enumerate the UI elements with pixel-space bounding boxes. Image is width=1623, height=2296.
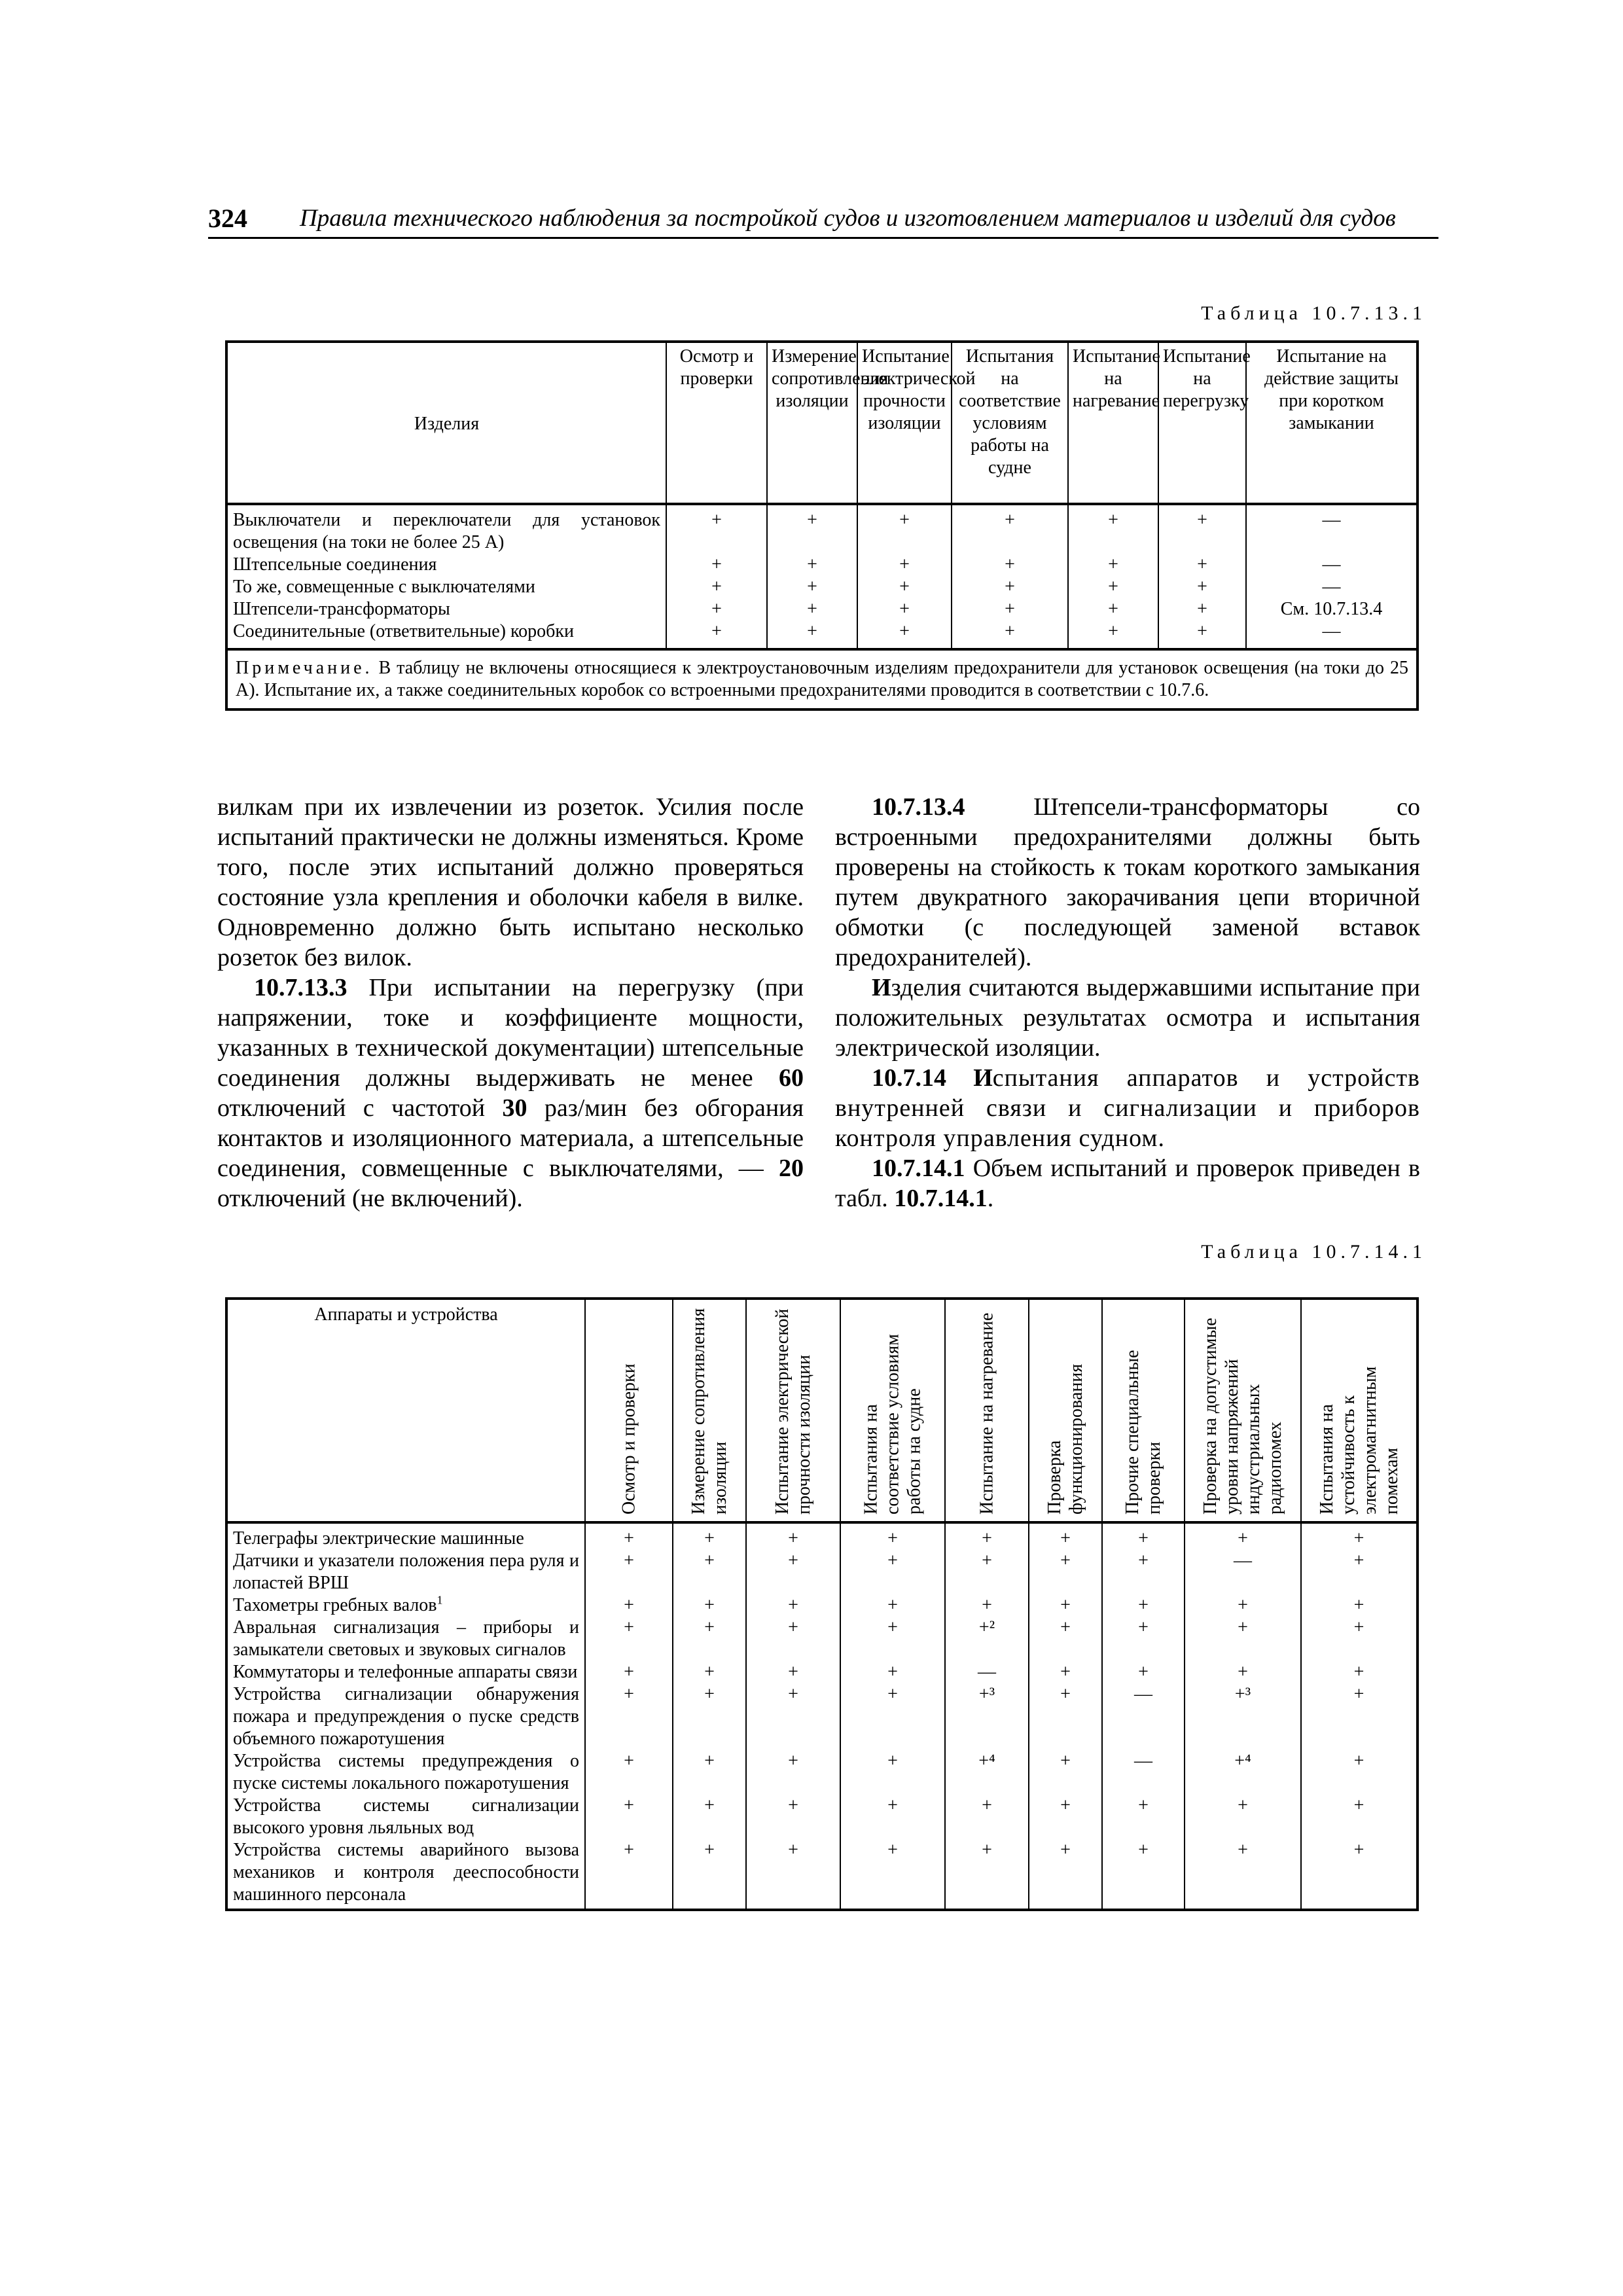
table-row (226, 504, 1418, 554)
table-row (226, 1550, 1418, 1594)
row-item-name: Устройства системы предупреждения о пуске системы локального пожаротушения (226, 1750, 585, 1795)
table-cell: + (746, 1594, 840, 1617)
table-cell: + (1301, 1839, 1418, 1910)
table-cell: + (840, 1750, 945, 1795)
col-header: Измерение сопротивления изоляции (767, 342, 857, 504)
table-row (226, 620, 1418, 649)
table-cell: + (1301, 1661, 1418, 1683)
row-item-name: Устройства сигнализации обнаружения пожара и предупреждения о пуске средств объемного пожаротушения (226, 1683, 585, 1750)
row-item-name: Телеграфы электрические машинные (226, 1522, 585, 1550)
table-cell: + (1301, 1795, 1418, 1839)
table-cell: +² (945, 1617, 1029, 1661)
row-item-name: Штепсельные соединения (226, 554, 666, 576)
table-cell: + (1301, 1522, 1418, 1550)
table-cell: + (1301, 1550, 1418, 1594)
table-cell: + (1029, 1522, 1102, 1550)
table-cell: + (1102, 1550, 1185, 1594)
col-header: Прочие специальные проверки (1102, 1299, 1185, 1522)
table-cell: +³ (1185, 1683, 1301, 1750)
table-cell: + (1102, 1522, 1185, 1550)
paragraph-10-7-13-4: 10.7.13.4 Штепсели-трансформаторы со встроенными предохранителями должны быть проверены на стойкость к токам короткого замыкания путем двукратного закорачивания цепи вторичной обмотки (с последующей заменой вставок предохранителей). (835, 793, 1420, 971)
table-cell: + (945, 1594, 1029, 1617)
table-cell: + (767, 554, 857, 576)
table-cell: +⁴ (945, 1750, 1029, 1795)
table-cell: + (1158, 620, 1246, 649)
table-row (226, 598, 1418, 620)
table-header-row (226, 1299, 1418, 1522)
row-item-name: Выключатели и переключатели для установок освещения (на токи не более 25 А) (226, 504, 666, 554)
row-item-name: Устройства системы аварийного вызова механиков и контроля дееспособности машинного персонала (226, 1839, 585, 1910)
col-header: Испытания на устойчивость к электромагнитным помехам (1301, 1299, 1418, 1522)
table-10-7-13-1 (225, 340, 1419, 711)
table-cell: — (1246, 576, 1418, 598)
table-cell: + (857, 554, 952, 576)
table-cell: + (1158, 554, 1246, 576)
col-header: Проверка функционирования (1029, 1299, 1102, 1522)
col-header: Осмотр и проверки (666, 342, 767, 504)
table-cell: + (1068, 504, 1158, 554)
left-text-column (217, 792, 804, 1213)
table-cell: См. 10.7.13.4 (1246, 598, 1418, 620)
table-cell: + (666, 620, 767, 649)
table-cell: + (1068, 554, 1158, 576)
table-row (226, 1750, 1418, 1795)
table-cell: + (1158, 504, 1246, 554)
row-item-name: То же, совмещенные с выключателями (226, 576, 666, 598)
table-cell: + (746, 1683, 840, 1750)
table-cell: + (1185, 1594, 1301, 1617)
table-cell: + (666, 554, 767, 576)
table-cell: + (585, 1522, 673, 1550)
table-cell: + (673, 1750, 746, 1795)
table-cell: + (1029, 1750, 1102, 1795)
table-cell: +³ (945, 1683, 1029, 1750)
table-cell: + (952, 576, 1068, 598)
table-cell: + (1102, 1661, 1185, 1683)
table-cell: + (767, 598, 857, 620)
table-cell: + (840, 1839, 945, 1910)
table-cell: + (1102, 1617, 1185, 1661)
table-cell: + (673, 1795, 746, 1839)
table-cell: + (746, 1839, 840, 1910)
row-item-name: Тахометры гребных валов$^1$ (226, 1594, 585, 1617)
col-header: Испытание на нагревание (945, 1299, 1029, 1522)
table-cell: + (1068, 620, 1158, 649)
table-cell: + (840, 1550, 945, 1594)
row-item-name: Устройства системы сигнализации высокого уровня льяльных вод (226, 1795, 585, 1839)
table-cell: + (673, 1839, 746, 1910)
table-row (226, 1617, 1418, 1661)
table-cell: + (945, 1522, 1029, 1550)
table-cell: + (746, 1550, 840, 1594)
table-cell: + (585, 1683, 673, 1750)
running-title: Правила технического наблюдения за постройкой судов и изготовлением материалов и изделий для судов (300, 205, 1396, 232)
table-cell: + (857, 598, 952, 620)
paragraph: вилкам при их извлечении из розеток. Усилия после испытаний практически не должны изменяться. Кроме того, после этих испытаний должно проверяться состояние узла крепления и оболочки кабеля в вилке. Одновременно должно быть испытано несколько розеток без вилок. (217, 793, 804, 971)
table-cell: + (1029, 1617, 1102, 1661)
table-cell: + (673, 1550, 746, 1594)
page-number: 324 (208, 204, 247, 233)
table-cell: + (585, 1661, 673, 1683)
table-cell: + (857, 620, 952, 649)
row-item-name: Датчики и указатели положения пера руля и лопастей ВРШ (226, 1550, 585, 1594)
table-cell: + (585, 1617, 673, 1661)
col-header: Испытания на соответствие условиям работы на судне (840, 1299, 945, 1522)
table-caption-2: Таблица 10.7.14.1 (1201, 1241, 1427, 1263)
col-header: Осмотр и проверки (585, 1299, 673, 1522)
table-cell: + (767, 576, 857, 598)
col-header: Аппараты и устройства (226, 1299, 585, 1522)
table-cell: + (673, 1661, 746, 1683)
table-row (226, 1661, 1418, 1683)
table-cell: + (1185, 1522, 1301, 1550)
table-cell: — (1246, 504, 1418, 554)
table-cell: + (1158, 598, 1246, 620)
table-cell: + (666, 576, 767, 598)
row-item-name: Коммутаторы и телефонные аппараты связи (226, 1661, 585, 1683)
col-header: Испытание на перегрузку (1158, 342, 1246, 504)
paragraph-10-7-13-3: 10.7.13.3 При испытании на перегрузку (при напряжении, токе и коэффициенте мощности, указанных в технической документации) штепсельные соединения должны выдерживать не менее 60 отключений с частотой 30 раз/мин без обгорания контактов и изоляционного материала, а штепсельные соединения, совмещенные с выключателями, — 20 отключений (не включений). (217, 974, 804, 1212)
table-cell: + (1029, 1683, 1102, 1750)
table-cell: + (1029, 1839, 1102, 1910)
col-header: Измерение сопротивления изоляции (673, 1299, 746, 1522)
table-cell: — (945, 1661, 1029, 1683)
table-cell: — (1185, 1550, 1301, 1594)
right-text-column (835, 792, 1420, 1213)
col-header: Испытания на соответствие условиям работы на судне (952, 342, 1068, 504)
table-cell: + (1301, 1750, 1418, 1795)
table-cell: — (1102, 1750, 1185, 1795)
table-cell: + (1185, 1839, 1301, 1910)
row-item-name: Авральная сигнализация – приборы и замыкатели световых и звуковых сигналов (226, 1617, 585, 1661)
table-cell: + (1185, 1661, 1301, 1683)
table-row (226, 1522, 1418, 1550)
table-cell: — (1102, 1683, 1185, 1750)
table-note (226, 649, 1418, 709)
table-cell: + (1102, 1795, 1185, 1839)
table-cell: + (1301, 1594, 1418, 1617)
footnote-marker: 1 (437, 1593, 443, 1607)
table-cell: + (585, 1550, 673, 1594)
page-header (208, 200, 1438, 239)
table-cell: + (673, 1617, 746, 1661)
table-row (226, 1683, 1418, 1750)
table-header-row (226, 342, 1418, 504)
table-cell: + (1068, 576, 1158, 598)
table-cell: + (1029, 1594, 1102, 1617)
table-cell: + (746, 1795, 840, 1839)
table-row (226, 554, 1418, 576)
paragraph-10-7-14: 10.7.14 Испытания аппаратов и устройств внутренней связи и сигнализации и приборов контроля управления судном. (835, 1064, 1420, 1152)
table-cell: + (767, 620, 857, 649)
table-note-row (226, 649, 1418, 709)
table-cell: + (746, 1617, 840, 1661)
table-row (226, 1839, 1418, 1910)
table-cell: + (1301, 1617, 1418, 1661)
table-cell: + (585, 1750, 673, 1795)
table-cell: + (746, 1661, 840, 1683)
table-cell: + (840, 1661, 945, 1683)
table-cell: + (945, 1795, 1029, 1839)
col-header: Испытание на действие защиты при коротком замыкании (1246, 342, 1418, 504)
table-cell: + (945, 1839, 1029, 1910)
col-header: Испытание на нагревание (1068, 342, 1158, 504)
table-cell: +⁴ (1185, 1750, 1301, 1795)
table-cell: + (840, 1522, 945, 1550)
table-cell: + (746, 1750, 840, 1795)
table-cell: + (1185, 1795, 1301, 1839)
table-cell: + (585, 1795, 673, 1839)
table-cell: + (666, 598, 767, 620)
table-cell: + (673, 1683, 746, 1750)
table-cell: + (840, 1795, 945, 1839)
col-header: Испытание электрической прочности изоляции (746, 1299, 840, 1522)
table-10-7-14-1 (225, 1297, 1419, 1911)
table-cell: — (1246, 554, 1418, 576)
table-cell: + (1102, 1839, 1185, 1910)
table-cell: + (1029, 1795, 1102, 1839)
table-row (226, 576, 1418, 598)
row-item-name: Штепсели-трансформаторы (226, 598, 666, 620)
table-cell: + (673, 1522, 746, 1550)
table-cell: + (945, 1550, 1029, 1594)
table-cell: + (952, 620, 1068, 649)
table-cell: + (746, 1522, 840, 1550)
table-cell: + (1158, 576, 1246, 598)
table-cell: + (585, 1594, 673, 1617)
table-row (226, 1594, 1418, 1617)
table-cell: + (666, 504, 767, 554)
table-cell: + (840, 1594, 945, 1617)
table-cell: + (767, 504, 857, 554)
note-text: В таблицу не включены относящиеся к электроустановочным изделиям предохранители для установок освещения (на токи до 25 А). Испытание их, а также соединительных коробок со встроенными предохранителями проводится в соответствии с 10.7.6. (236, 658, 1408, 700)
col-header: Изделия (226, 342, 666, 504)
table-cell: + (857, 576, 952, 598)
table-cell: + (1029, 1661, 1102, 1683)
col-header: Испытание электрической прочности изоляции (857, 342, 952, 504)
table-cell: + (1068, 598, 1158, 620)
col-header: Проверка на допустимые уровни напряжений индустриальных радиопомех (1185, 1299, 1301, 1522)
table-cell: — (1246, 620, 1418, 649)
row-item-name: Соединительные (ответвительные) коробки (226, 620, 666, 649)
table-cell: + (1102, 1594, 1185, 1617)
table-cell: + (840, 1617, 945, 1661)
table-cell: + (857, 504, 952, 554)
table-row (226, 1795, 1418, 1839)
table-cell: + (673, 1594, 746, 1617)
table-cell: + (952, 554, 1068, 576)
paragraph: Изделия считаются выдержавшими испытание при положительных результатах осмотра и испытания электрической изоляции. (835, 974, 1420, 1062)
table-cell: + (1301, 1683, 1418, 1750)
paragraph-10-7-14-1: 10.7.14.1 Объем испытаний и проверок приведен в табл. 10.7.14.1. (835, 1155, 1420, 1212)
table-cell: + (952, 598, 1068, 620)
table-caption-1: Таблица 10.7.13.1 (1201, 302, 1427, 324)
table-cell: + (1029, 1550, 1102, 1594)
note-label: Примечание. (236, 658, 373, 678)
table-cell: + (1185, 1617, 1301, 1661)
table-cell: + (585, 1839, 673, 1910)
table-cell: + (840, 1683, 945, 1750)
table-cell: + (952, 504, 1068, 554)
